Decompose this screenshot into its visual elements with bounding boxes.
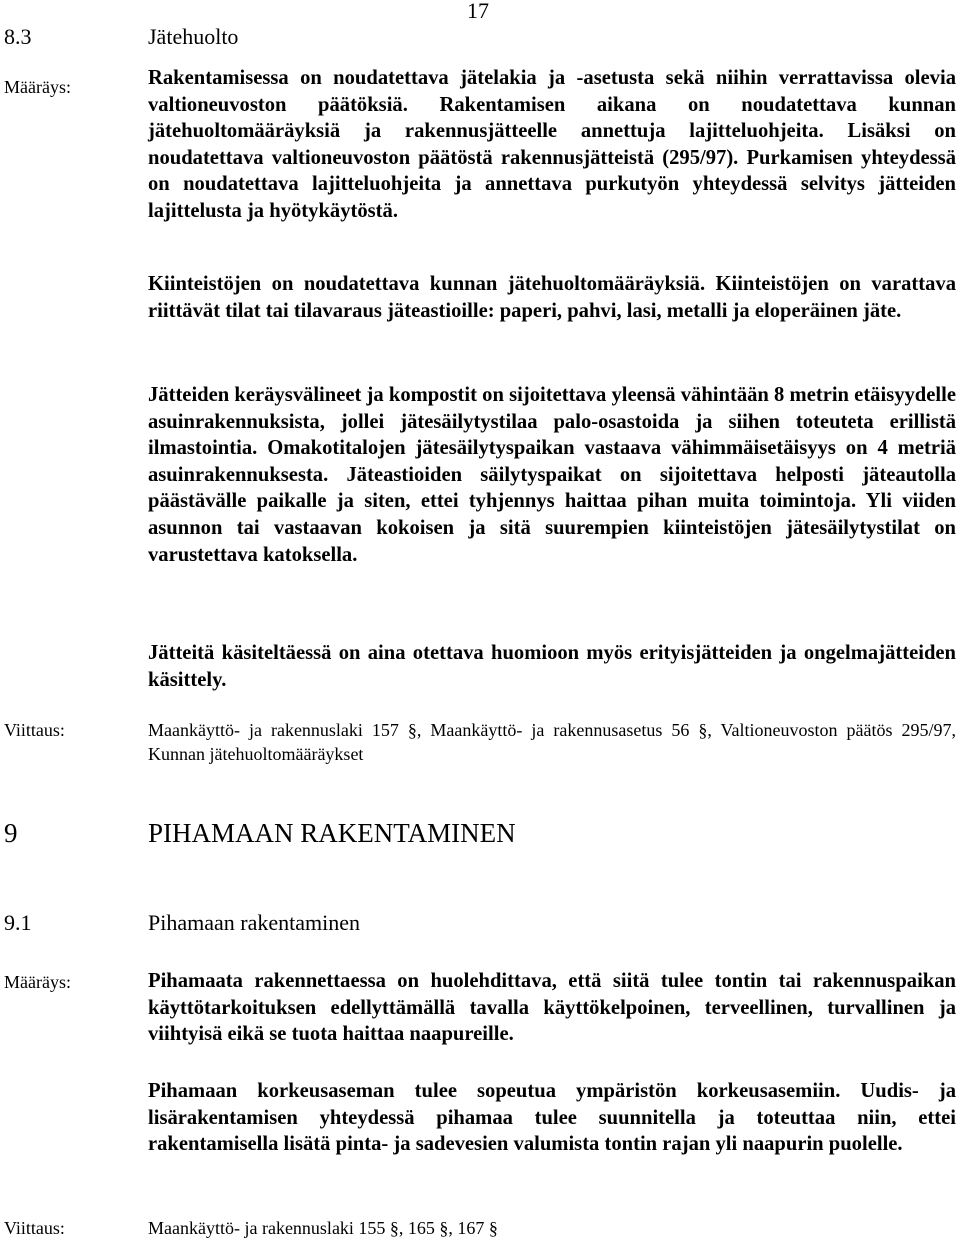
chapter-number: 9 [4, 818, 18, 848]
maarays-label: Määräys: [4, 972, 71, 992]
regulation-text [148, 65, 956, 225]
section-title: Pihamaan rakentaminen [148, 910, 360, 935]
reference-text [148, 1216, 956, 1240]
paragraph: Jätteiden keräysvälineet ja kompostit on sijoitettava yleensä vähintään 8 metrin etäisyydelle asuinrakennuksista, jollei jätesäilytystilaa palo-osastoida ja siihen toteuteta erillistä ilmastointia. Omakotitalojen jätesäilytyspaikan vastaava vähimmäisetäisyys on 4 metriä asuinrakennuksesta. Jäteastioiden säilytyspaikat on sijoitettava helposti jäteautolla päästävälle paikalle ja siten, ettei tyhjennys haittaa pihan muita toimintoja. Yli viiden asunnon tai vastaavan kokoisen ja sitä suurempien kiinteistöjen jätesäilytystilat on varustettava katoksella. [148, 384, 956, 566]
section-number: 8.3 [4, 24, 32, 49]
chapter-title: PIHAMAAN RAKENTAMINEN [148, 818, 516, 848]
regulation-text [148, 1078, 956, 1158]
viittaus-label: Viittaus: [4, 1218, 65, 1238]
regulation-text [148, 640, 956, 693]
regulation-text [148, 968, 956, 1048]
paragraph: Maankäyttö- ja rakennuslaki 155 §, 165 §, 167 § [148, 1218, 498, 1238]
reference-text [148, 718, 956, 766]
maarays-label: Määräys: [4, 77, 71, 97]
viittaus-label: Viittaus: [4, 720, 65, 740]
paragraph: Maankäyttö- ja rakennuslaki 157 §, Maankäyttö- ja rakennusasetus 56 §, Valtioneuvoston päätös 295/97, Kunnan jätehuoltomääräykset [148, 720, 956, 764]
paragraph: Rakentamisessa on noudatettava jätelakia ja -asetusta sekä niihin verrattavissa olevia valtioneuvoston päätöksiä. Rakentamisen aikana on noudatettava kunnan jätehuoltomääräyksiä ja rakennusjätteelle annettuja lajitteluohjeita. Lisäksi on noudatettava valtioneuvoston päätöstä rakennusjätteistä (295/97). Purkamisen yhteydessä on noudatettava lajitteluohjeita ja annettava purkutyön yhteydessä selvitys jätteiden lajittelusta ja hyötykäytöstä. [148, 67, 956, 222]
paragraph: Pihamaata rakennettaessa on huolehdittava, että siitä tulee tontin tai rakennuspaikan käyttötarkoituksen edellyttämällä tavalla käyttökelpoinen, terveellinen, turvallinen ja viihtyisä eikä se tuota haittaa naapureille. [148, 970, 956, 1046]
paragraph: Kiinteistöjen on noudatettava kunnan jätehuoltomääräyksiä. Kiinteistöjen on varattava riittävät tilat tai tilavaraus jäteastioille: paperi, pahvi, lasi, metalli ja eloperäinen jäte. [148, 273, 956, 322]
section-number: 9.1 [4, 910, 32, 935]
paragraph: Pihamaan korkeusaseman tulee sopeutua ympäristön korkeusasemiin. Uudis- ja lisärakentamisen yhteydessä pihamaa tulee suunnitella ja toteuttaa niin, ettei rakentamisella lisätä pinta- ja sadevesien valumista tontin rajan yli naapurin puolelle. [148, 1080, 956, 1156]
paragraph: Jätteitä käsiteltäessä on aina otettava huomioon myös erityisjätteiden ja ongelmajätteiden käsittely. [148, 642, 956, 691]
section-title: Jätehuolto [148, 24, 239, 49]
regulation-text [148, 271, 956, 324]
page-number: 17 [467, 0, 489, 23]
regulation-text [148, 382, 956, 568]
